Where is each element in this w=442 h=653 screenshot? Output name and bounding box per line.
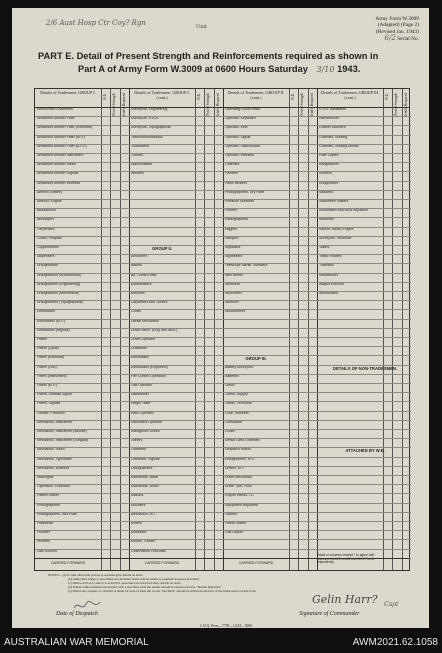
trade-name: Blacksmiths xyxy=(37,209,56,213)
trade-name: Surveyors, Engineering xyxy=(131,108,168,111)
trade-name: Farriers xyxy=(225,512,238,516)
trade-name: Fitters (M.V.) xyxy=(37,384,57,387)
trade-name: Linesmen xyxy=(131,448,147,452)
form-name: Army Form W.3009 xyxy=(375,16,419,22)
sub-column-header: Reinfs. Required xyxy=(121,93,126,118)
trade-name: Dental Clerk Orderlies xyxy=(225,439,260,443)
trade-name: Photographers xyxy=(37,503,60,507)
trade-name: Despatch Riders xyxy=(225,448,251,452)
trade-name: Fitters' Mates xyxy=(225,522,246,525)
trade-name: Saddletree makers xyxy=(319,200,349,203)
row-rule xyxy=(317,355,411,356)
trade-name: Joiners xyxy=(131,439,143,443)
sub-column-divider xyxy=(214,89,215,570)
trade-name: Machinists, Metal xyxy=(131,476,159,479)
print-line: L.H.Q. Press—7795—12/43—5000. xyxy=(200,624,253,628)
sub-column-divider xyxy=(308,89,309,570)
carried-forward: Totals of columns marked * to agree with columns 4 and 5, and 8 and 10 of Part A respectively. xyxy=(317,552,375,565)
trade-name: Cooks xyxy=(131,310,141,314)
title-prefix: Part A of Army Form W.3009 at 0600 Hours Saturday xyxy=(78,64,308,74)
strength-table xyxy=(34,88,410,571)
row-rule xyxy=(129,217,223,218)
trade-name: Fire Control Operators xyxy=(131,374,166,378)
trade-name: Butchers xyxy=(131,292,145,295)
trade-name: Fitters (Cycle) xyxy=(37,347,59,351)
trade-name: Riveters xyxy=(319,172,332,176)
unit-handwritten: 2/6 Aust Hosp Ctr Coy? Rgn xyxy=(46,19,146,27)
sub-column-header: Reinfs. Required xyxy=(215,93,220,118)
trade-name: Artificer, Artillery xyxy=(37,190,63,194)
trade-name: Fitters (Gun) xyxy=(37,365,57,369)
trade-name: Tinsmiths xyxy=(319,264,334,268)
note-d: (d) Where reinforcements are desired with a specified trade the details should be shown on back, "Details Required". xyxy=(68,585,223,590)
note-e: (e) Where any request or criticism is made on back of form the words "See Back" should be written in the face of the blank space on this form. xyxy=(68,589,257,594)
row-rule xyxy=(129,236,223,237)
group-heading: GROUP II. xyxy=(152,246,172,251)
row-rule xyxy=(317,438,411,439)
row-rule xyxy=(223,346,317,347)
row-rule xyxy=(317,493,411,494)
trade-name: Boilermakers xyxy=(131,282,152,286)
trade-name: Radiographers xyxy=(225,218,248,222)
trade-name: Fitters, Railway Signal xyxy=(37,393,72,397)
trade-name: Mechanics, Instrument (Surgical) xyxy=(37,439,89,443)
sub-column-header: Reinfs. Required xyxy=(403,93,408,118)
trade-name: Draftsmen xyxy=(131,347,148,351)
row-rule xyxy=(129,190,223,191)
sub-column-header: Posted Strength xyxy=(112,93,117,116)
trade-name: Saw Doctors xyxy=(37,549,57,553)
trade-name: Operator, Kine xyxy=(225,126,248,130)
trade-name: Helio Operator xyxy=(131,411,154,415)
trade-name: Pattern Maker xyxy=(37,494,59,498)
trade-name: Operator, Switchboard xyxy=(225,144,260,148)
notes-block xyxy=(48,573,256,593)
trade-name: Tailors xyxy=(319,246,330,249)
unit-field xyxy=(46,19,208,30)
totals-rule xyxy=(35,558,409,559)
trade-name: Sailors, Naval, Engine xyxy=(319,227,354,231)
trade-name: Armourers xyxy=(131,255,148,259)
trade-name: Dispensers xyxy=(37,255,55,259)
footer-accession: AWM2021.62.1058 xyxy=(352,637,438,648)
column-header: Details of Tradesmen. GROUP I. (cont.) xyxy=(134,90,190,100)
sub-column-divider xyxy=(392,89,393,570)
trade-name: Signallers xyxy=(225,246,241,249)
trade-name: Clerks xyxy=(225,384,235,387)
column-header: Details of Tradesmen. GROUP II. (cont.) xyxy=(227,90,285,100)
trade-name: Cooks, Hospital xyxy=(37,236,62,240)
form-sheet xyxy=(12,8,429,628)
trade-name: Armament Artificer Signals xyxy=(37,172,79,176)
sub-column-header: W.E. xyxy=(103,93,107,101)
trade-name: Drivers, M.T. xyxy=(225,466,245,470)
form-adapted: (Adapted) (Page 2) xyxy=(377,22,419,29)
row-rule xyxy=(317,328,411,329)
trade-name: Armament Artificer Instrument xyxy=(37,154,84,157)
row-rule xyxy=(317,530,411,531)
trade-name: Draughtsmen (Topographical) xyxy=(37,301,84,305)
trade-name: Blt. Comd's Asst. xyxy=(131,273,158,277)
title-date-handwritten: 3/10 xyxy=(316,65,335,74)
trade-name: Draughtsmen (Mechanical) xyxy=(37,292,80,295)
trade-name: Welders xyxy=(131,172,144,176)
trade-name: Hairdresser xyxy=(131,393,150,397)
block-divider xyxy=(223,89,224,570)
trade-name: Armament Artificer Fitter (A.F.V.) xyxy=(37,144,88,148)
sub-column-divider xyxy=(110,89,111,570)
trade-name: G.P.O. Assistants xyxy=(319,108,346,111)
sub-column-divider xyxy=(120,89,121,570)
form-id-block xyxy=(375,16,419,42)
signature-of-commander-label: Signature of Commander xyxy=(299,611,360,617)
trade-name: Motors, Trained xyxy=(131,540,156,544)
row-rule xyxy=(317,429,411,430)
trade-name: Mechanics, M.T. xyxy=(131,512,157,516)
trade-name: Armament Artificer Fitter (M.V.) xyxy=(37,135,85,139)
row-rule xyxy=(317,300,411,301)
block-divider xyxy=(317,89,318,570)
trade-name: Draughtsmen (Architectural) xyxy=(37,273,81,277)
trade-name: Watchmakers xyxy=(131,163,153,167)
sub-column-header: Posted Strength xyxy=(394,93,399,116)
trade-name: Clerks, Supply xyxy=(225,393,248,397)
trade-name: Height Taker xyxy=(131,402,151,406)
row-rule xyxy=(317,484,411,485)
tick-mark: · xyxy=(113,217,115,223)
trade-name: Driver-Operator xyxy=(131,338,156,341)
serial-row xyxy=(375,35,419,42)
trade-name: Ammunition Examiners xyxy=(37,108,73,111)
trade-name: Driver Mechanics xyxy=(225,476,253,479)
row-rule xyxy=(223,549,317,550)
row-rule xyxy=(223,539,317,540)
trade-name: Surveyors, R.A.A. xyxy=(131,117,159,121)
trade-name: Roughriders xyxy=(319,181,339,185)
title-line-2 xyxy=(78,64,360,74)
trade-name: Millwrights xyxy=(37,476,54,479)
row-rule xyxy=(317,411,411,412)
sub-column-header: Posted Strength xyxy=(206,93,211,116)
trade-name: Driver-Mech. (Eng. and Mcd.) xyxy=(131,328,177,332)
unit-label: Unit xyxy=(196,24,208,30)
row-rule xyxy=(223,328,317,329)
trade-name: Moulders xyxy=(131,503,146,507)
trade-name: Electricians xyxy=(37,310,55,314)
trade-name: Plate Layers xyxy=(319,154,339,157)
trade-name: Battery Surveyors xyxy=(225,365,253,369)
trade-name: Shoemaker and Boot Repairers xyxy=(319,209,369,213)
row-rule xyxy=(317,420,411,421)
trade-name: Linesmen, Signals xyxy=(131,457,160,461)
trade-name: Mechanics, Wireless xyxy=(37,466,70,470)
trade-name: Operator, Signal xyxy=(225,135,251,139)
trade-name: Armament Artificer Fitter (Electrical) xyxy=(37,126,93,130)
column-header: Details of Tradesmen. GROUP III. (cont.) xyxy=(320,90,380,100)
trade-name: Rangetakers xyxy=(319,163,339,167)
trade-name: Instrument Operator xyxy=(131,420,163,424)
trade-name: Miners xyxy=(131,522,142,525)
trade-name: Cooks xyxy=(225,430,235,433)
trade-name: Coxswains xyxy=(225,420,242,424)
trade-name: Hammermen xyxy=(319,117,340,121)
trade-name: Operator, Keyboard xyxy=(225,117,256,121)
row-rule xyxy=(129,208,223,209)
trade-name: Predictor Numbers xyxy=(225,200,255,203)
trade-name: Driver Tpts. Fluid xyxy=(225,485,252,489)
group-heading: GROUP III. xyxy=(245,356,267,362)
row-rule xyxy=(317,466,411,467)
trade-name: Engine Hands, I.C. xyxy=(225,494,255,498)
trade-name: Electricians (Signals) xyxy=(37,328,70,332)
note-a: NOTES.—(a) If rank other than private is required give details on back. xyxy=(48,573,143,577)
trade-name: Mechanics, Instrument (Aircraft) xyxy=(37,430,87,433)
footer-institution: AUSTRALIAN WAR MEMORIAL xyxy=(4,637,149,648)
trade-name: Fitters xyxy=(37,338,47,341)
row-rule xyxy=(317,346,411,347)
trade-name: Masons xyxy=(131,494,144,498)
carried-forward: CARRIED FORWARD xyxy=(238,560,274,565)
row-rule xyxy=(317,383,411,384)
trade-name: Equipment Repairers xyxy=(225,503,258,507)
trade-name: Grinder, Precision xyxy=(37,411,65,415)
group-heading: DETAILS OF NON-TRADESMEN. xyxy=(332,365,398,371)
trade-name: Gas Layers xyxy=(225,531,243,535)
commander-signature: Gelin Harr? xyxy=(312,593,378,606)
note-b: (b) Authorised trades or specialists not included in list will be added as required in spaces provided. xyxy=(68,577,200,582)
trade-name: Dental Mechanics xyxy=(131,319,159,323)
trade-name: Machinists, Wood xyxy=(131,485,159,489)
row-rule xyxy=(223,319,317,320)
trade-name: Wheelers xyxy=(225,282,240,286)
trade-name: Photographers, Dry Plate xyxy=(225,190,265,194)
trade-name: Painters xyxy=(225,172,238,176)
trade-name: Riveters xyxy=(37,540,50,544)
row-rule xyxy=(317,512,411,513)
row-rule xyxy=(317,319,411,320)
trade-name: Carpenters xyxy=(37,227,55,231)
trade-name: Printers xyxy=(225,209,238,213)
sub-column-divider xyxy=(195,89,196,570)
trade-name: Plumber xyxy=(37,531,51,535)
sub-column-divider xyxy=(289,89,290,570)
trade-name: Surveyors, Technical xyxy=(319,236,352,240)
group-heading: ATTACHED BY W.E. xyxy=(345,448,385,454)
trade-name: Surveyors, Topographical xyxy=(131,126,171,130)
trade-name: Electricians xyxy=(131,356,149,360)
column-header: Details of Tradesmen. GROUP I. xyxy=(40,90,96,95)
sub-column-header: Reinfs. Required xyxy=(309,93,314,118)
trade-name: Traffic Holders xyxy=(319,255,342,259)
row-rule xyxy=(129,199,223,200)
trade-name: Bricklayers xyxy=(37,218,55,222)
row-rule xyxy=(223,337,317,338)
trade-name: Intelligence Duties xyxy=(131,430,160,433)
signature-rank: Capt xyxy=(384,601,399,608)
trade-name: Cook Trimmers xyxy=(225,411,249,415)
trade-name: Leather Stitchers xyxy=(319,126,346,130)
sub-column-divider xyxy=(204,89,205,570)
note-c: (c) Where A.W.A.S. and/or A.A.M.W.S. personnel are involved show details on back. xyxy=(68,581,181,586)
trade-name: Wagon Erectors xyxy=(319,282,344,286)
trade-name: Clerks, Technical xyxy=(225,402,252,406)
row-rule xyxy=(129,181,223,182)
trade-name: Panel Beaters xyxy=(225,181,247,185)
trade-name: Draughtsmen xyxy=(37,264,59,268)
trade-name: Batteries xyxy=(225,374,239,378)
row-rule xyxy=(317,337,411,338)
trade-name: Valuationers xyxy=(319,273,339,277)
trade-name: Sawyers xyxy=(225,236,239,240)
title-year: 1943. xyxy=(337,64,361,74)
trade-name: Mechanics, Radio xyxy=(37,448,65,452)
sub-column-divider xyxy=(298,89,299,570)
block-divider xyxy=(129,89,130,570)
trade-name: Fitters (Electrical) xyxy=(37,356,65,360)
trade-name: Woodturners xyxy=(225,310,245,314)
row-rule xyxy=(317,503,411,504)
trade-name: Fitters (Instrument) xyxy=(37,374,67,378)
trade-name: Carpenters and Joiners xyxy=(131,301,168,305)
form-revised: (Revised Jan. 1943) xyxy=(376,28,419,35)
row-rule xyxy=(317,309,411,310)
trade-name: Electricians (Engineers) xyxy=(131,365,168,369)
sub-column-divider xyxy=(402,89,403,570)
trade-name: Whitesmiths xyxy=(319,292,339,295)
trade-name: Operator, Wireless xyxy=(225,154,254,157)
trade-name: Draughtsmen, M.V. xyxy=(225,457,255,461)
trade-name: Photographers, Wet Plate xyxy=(37,512,78,516)
trade-name: Winchmen xyxy=(225,292,242,295)
trade-name: Riggers xyxy=(225,227,238,231)
trade-name: Telecommunications xyxy=(131,135,163,139)
trade-name: Turners xyxy=(131,154,143,157)
trade-name: Armament Artificer Radio xyxy=(37,163,76,167)
trade-name: Lithographers xyxy=(131,466,153,470)
sub-column-header: W.E. xyxy=(385,93,389,101)
trade-name: Mechanics, Typewriter xyxy=(37,457,72,461)
trade-name: Well Borers xyxy=(225,273,244,277)
sub-column-header: Posted Strength xyxy=(300,93,305,116)
trade-name: Orderlies, Nursing Mental xyxy=(319,144,359,148)
row-rule xyxy=(129,227,223,228)
trade-name: Wiremen xyxy=(225,301,240,305)
row-rule xyxy=(317,374,411,375)
trade-name: Modellers xyxy=(131,531,147,535)
trade-name: Draughtsmen (Engineering) xyxy=(37,282,80,286)
trade-name: Signwriters xyxy=(225,255,243,259)
row-rule xyxy=(317,475,411,476)
trade-name: Storemen xyxy=(319,218,335,222)
row-rule xyxy=(317,457,411,458)
row-rule xyxy=(317,549,411,550)
trade-name: Coppersmiths xyxy=(37,246,59,249)
trade-name: Platewriter xyxy=(37,522,54,525)
trade-name: Mechanics, Instrument xyxy=(37,420,73,424)
trade-name: Orderlies, Nursing xyxy=(319,135,348,139)
sub-column-divider xyxy=(101,89,102,570)
trade-name: Fitters, Signals xyxy=(37,402,61,406)
trade-name: Observation Post Asst. xyxy=(131,549,167,553)
sub-column-header: W.E. xyxy=(291,93,295,101)
trade-name: Artificer, Engine xyxy=(37,200,62,203)
row-rule xyxy=(317,401,411,402)
trade-name: Armament Artificer Wireless xyxy=(37,181,81,185)
trade-name: Toolmakers xyxy=(131,144,149,148)
sub-column-header: W.E. xyxy=(197,93,201,101)
trade-name: Armament Artificer Fitter xyxy=(37,117,75,121)
carried-forward: CARRIED FORWARD xyxy=(144,560,180,565)
row-rule xyxy=(317,392,411,393)
tick-mark: · xyxy=(113,226,115,232)
serial-label: Serial No. xyxy=(397,35,419,42)
date-of-despatch-label: Date of Despatch xyxy=(56,611,98,617)
trade-name: Operating Room Assts. xyxy=(225,108,261,111)
trade-name: Saddlers xyxy=(319,190,333,194)
serial-handwritten: 6/2 xyxy=(384,33,396,42)
trade-name: Bakers xyxy=(131,264,142,268)
title-line-1: PART E. Detail of Present Strength and Reinforcements required as shown in xyxy=(38,51,379,61)
row-rule xyxy=(317,521,411,522)
trade-name: Telescope Identif. Numbers xyxy=(225,264,268,268)
sub-column-divider xyxy=(383,89,384,570)
carried-forward: CARRIED FORWARD xyxy=(50,560,86,565)
trade-name: Electricians (M.V.) xyxy=(37,319,66,323)
tick-mark: · xyxy=(113,337,115,342)
trade-name: Orderlies xyxy=(225,163,240,167)
trade-name: Gas Operator xyxy=(131,384,153,387)
row-rule xyxy=(317,539,411,540)
trade-name: Operators, Excavator xyxy=(37,485,71,489)
